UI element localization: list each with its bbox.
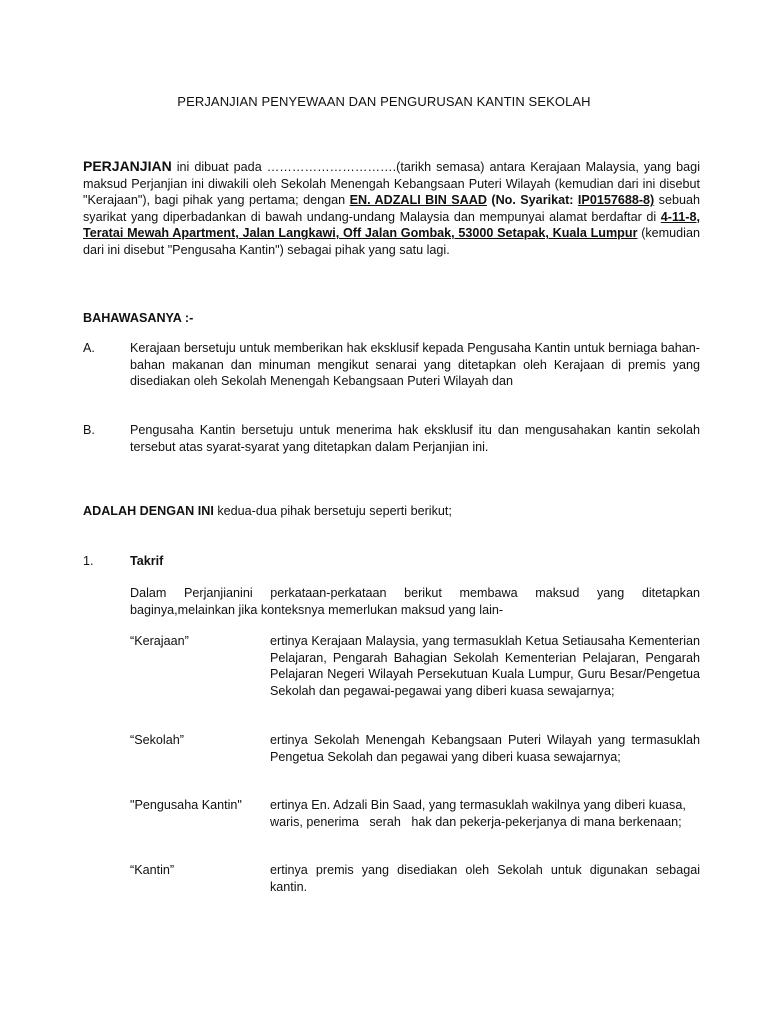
definition-term: “Kerajaan” (130, 634, 189, 648)
intro-text-3: (kemudian dari ini disebut "Pengusaha Kantin") sebagai pihak yang satu lagi. (83, 226, 700, 257)
section-intro: Dalam Perjanjianini perkataan-perkataan berikut membawa maksud yang ditetapkan baginya,melainkan jika konteksnya memerlukan maksud yang lain- (130, 586, 700, 617)
definition-term: “Sekolah” (130, 733, 184, 747)
whereas-item-text: Pengusaha Kantin bersetuju untuk menerima hak eksklusif itu dan mengusahakan kantin sekolah tersebut atas syarat-syarat yang ditetapkan dalam Perjanjian ini. (130, 423, 700, 454)
page-title: PERJANJIAN PENYEWAAN DAN PENGURUSAN KANTIN SEKOLAH (177, 94, 591, 109)
agreement-lead: ADALAH DENGAN INI (83, 504, 214, 518)
company-label: (No. Syarikat: (491, 193, 578, 208)
whereas-item-label: A. (83, 341, 95, 355)
whereas-item-label: B. (83, 423, 95, 437)
whereas-heading: BAHAWASANYA :- (83, 311, 194, 325)
definition-meaning: ertinya Kerajaan Malaysia, yang termasuklah Ketua Setiausaha Kementerian Pelajaran, Pengarah Bahagian Sekolah Kementerian Pelajaran, Pengarah Pelajaran Negeri Wilayah Persekutuan Kuala Lumpur, Guru Besar/Pengetua Sekolah dan pegawai-pegawai yang diberi kuasa sewajarnya; (270, 634, 700, 698)
intro-text-1: ini dibuat pada ………………………….(tarikh semasa) antara Kerajaan Malaysia, yang bagi maksud Perjanjian ini diwakili oleh Sekolah Menengah Kebangsaan Puteri Wilayah (kemudian dari ini disebut "Kerajaan"), bagi pihak yang pertama; dengan (83, 160, 700, 208)
definition-term: “Kantin” (130, 863, 175, 877)
definition-meaning: ertinya Sekolah Menengah Kebangsaan Puteri Wilayah yang termasuklah Pengetua Sekolah dan pegawai yang diberi kuasa sewajarnya; (270, 733, 700, 764)
section-heading: Takrif (130, 554, 164, 568)
registered-address: 4-11-8, Teratai Mewah Apartment, Jalan Langkawi, Off Jalan Gombak, 53000 Setapak, Kuala Lumpur (83, 209, 700, 241)
intro-lead: PERJANJIAN (83, 158, 172, 174)
intro-paragraph (83, 158, 700, 259)
company-number: IP0157688-8) (577, 193, 655, 208)
party-name: EN. ADZALI BIN SAAD (349, 193, 487, 208)
intro-text-2: sebuah syarikat yang diperbadankan di bawah undang-undang Malaysia dan mempunyai alamat berdaftar di (83, 193, 700, 224)
whereas-item-text: Kerajaan bersetuju untuk memberikan hak eksklusif kepada Pengusaha Kantin untuk berniaga bahan-bahan makanan dan minuman mengikut senarai yang ditetapkan oleh Kerajaan di premis yang disediakan oleh Sekolah Menengah Kebangsaan Puteri Wilayah dan (130, 341, 700, 389)
definition-term: "Pengusaha Kantin" (130, 798, 242, 812)
definition-meaning: ertinya En. Adzali Bin Saad, yang termasuklah wakilnya yang diberi kuasa, waris, penerima serah hak dan pekerja-pekerjanya di mana berkenaan; (270, 798, 690, 829)
agreement-text: kedua-dua pihak bersetuju seperti berikut; (213, 504, 452, 518)
agreement-line (83, 503, 452, 520)
definition-meaning: ertinya premis yang disediakan oleh Sekolah untuk digunakan sebagai kantin. (270, 863, 700, 894)
section-number: 1. (83, 554, 94, 568)
